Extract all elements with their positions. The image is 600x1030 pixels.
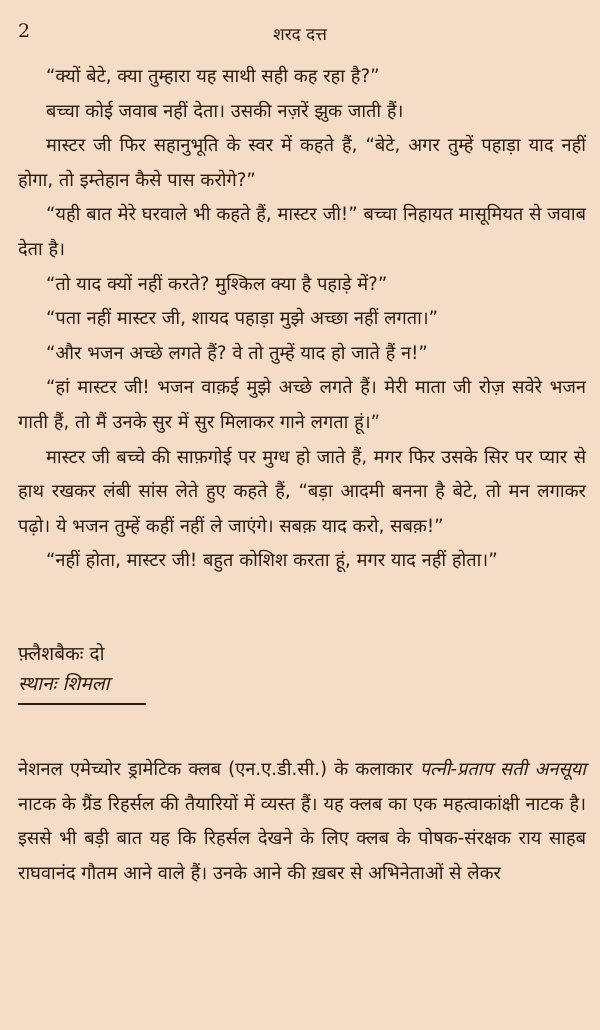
page-number: 2 (18, 20, 31, 42)
running-title: शरद दत्त (273, 25, 327, 45)
paragraph: “पता नहीं मास्टर जी, शायद पहाड़ा मुझे अच्छा नहीं लगता।” (46, 308, 439, 330)
paragraph: “हां मास्टर जी! भजन वाक़ई मुझे अच्छे लगते हैं। मेरी माता जी रोज़ सवेरे भजन गाती हैं, तो मैं उनके सुर में सुर मिलाकर गाने लगता हूं।” (18, 377, 586, 433)
page-body (18, 60, 586, 891)
paragraph: “यही बात मेरे घरवाले भी कहते हैं, मास्टर जी!” बच्चा निहायत मासूमियत से जवाब देता है। (18, 204, 586, 260)
paragraph: मास्टर जी बच्चे की साफ़गोई पर मुग्ध हो जाते हैं, मगर फिर उसके सिर पर प्यार से हाथ रखकर लंबी सांस लेते हुए कहते हैं, “बड़ा आदमी बनना है बेटे, तो मन लगाकर पढ़ो। ये भजन तुम्हें कहीं नहीं ले जाएंगे। सबक़ याद करो, सबक़!” (18, 446, 586, 537)
paragraph-text: नेशनल एमेच्योर ड्रामेटिक क्लब (एन.ए.डी.सी.) के कलाकार (18, 758, 420, 780)
page-header (0, 20, 600, 48)
paragraph: “और भजन अच्छे लगते हैं? वे तो तुम्हें याद हो जाते हैं न!” (46, 342, 428, 364)
paragraph: बच्चा कोई जवाब नहीं देता। उसकी नज़रें झुक जाती हैं। (46, 100, 404, 122)
paragraph-last (18, 753, 586, 891)
paragraph: मास्टर जी फिर सहानुभूति के स्वर में कहते हैं, “बेटे, अगर तुम्हें पहाड़ा याद नहीं होगा, तो इम्तेहान कैसे पास करोगे?” (18, 135, 586, 191)
paragraph: “क्यों बेटे, क्या तुम्हारा यह साथी सही कह रहा है?” (46, 66, 380, 87)
section-place-heading: स्थानः शिमला (18, 672, 110, 695)
paragraph: “नहीं होता, मास्टर जी! बहुत कोशिश करता हूं, मगर याद नहीं होता।” (46, 550, 498, 572)
paragraph: “तो याद क्यों नहीं करते? मुश्किल क्या है पहाड़े में?” (46, 273, 388, 295)
play-title: पत्नी-प्रताप सती अनसूया (419, 758, 586, 780)
paragraph-text: नाटक के ग्रैंड रिहर्सल की तैयारियों में व्यस्त हैं। यह क्लब का एक महत्वाकांक्षी नाटक है। इससे भी बड़ी बात यह कि रिहर्सल देखने के लिए क्लब के पोषक-संरक्षक राय साहब राघवानंद गौतम आने वाले हैं। उनके आने की ख़बर से अभिनेताओं से लेकर (18, 793, 586, 884)
section-flashback-heading: फ़्लैशबैकः दो (18, 642, 105, 665)
place-underline (18, 703, 146, 705)
